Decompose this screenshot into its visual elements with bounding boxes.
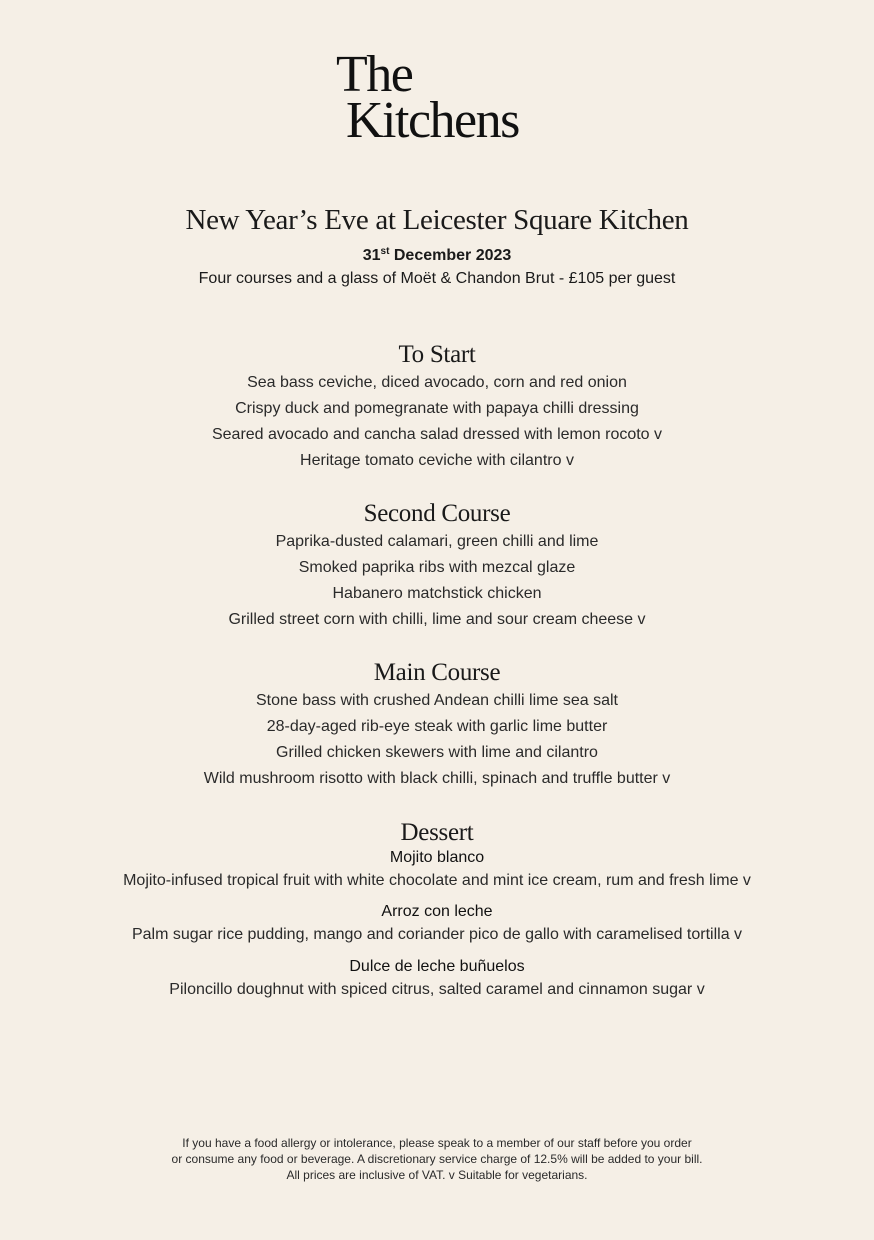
menu-item: Seared avocado and cancha salad dressed with lemon rocoto v (211, 426, 663, 443)
menu-item: Grilled street corn with chilli, lime and sour cream cheese v (228, 611, 646, 628)
logo-line-1: The (336, 46, 413, 103)
dessert-name: Mojito blanco (389, 849, 485, 866)
section-title: To Start (398, 341, 476, 368)
menu-item: Paprika-dusted calamari, green chilli and lime (275, 533, 599, 550)
menu-item: Wild mushroom risotto with black chilli, spinach and truffle butter v (203, 770, 671, 787)
menu-item: Stone bass with crushed Andean chilli lime sea salt (256, 692, 618, 709)
footer-line-1: If you have a food allergy or intolerance, please speak to a member of our staff before you order (182, 1136, 692, 1150)
footer-line-2: or consume any food or beverage. A discretionary service charge of 12.5% will be added to your bill. (171, 1152, 703, 1166)
event-offer: Four courses and a glass of Moët & Chandon Brut - £105 per guest (198, 270, 676, 287)
dessert-description: Palm sugar rice pudding, mango and coriander pico de gallo with caramelised tortilla v (131, 926, 743, 943)
menu-item: Grilled chicken skewers with lime and cilantro (276, 744, 598, 761)
logo-line-2: Kitchens (346, 92, 519, 149)
event-date-suffix: st (380, 246, 390, 257)
section-title: Second Course (363, 500, 511, 527)
menu-item: 28-day-aged rib-eye steak with garlic lime butter (266, 718, 608, 735)
dessert-item-arroz (0, 901, 874, 947)
section-main-course (0, 658, 874, 792)
dessert-description: Piloncillo doughnut with spiced citrus, salted caramel and cinnamon sugar v (169, 981, 705, 998)
logo (336, 46, 519, 149)
dessert-item-bunuelos (0, 956, 874, 1002)
event-title: New Year’s Eve at Leicester Square Kitchen (185, 204, 689, 236)
dessert-item-mojito (0, 847, 874, 893)
dessert-description: Mojito-infused tropical fruit with white chocolate and mint ice cream, rum and fresh lime v (123, 872, 751, 889)
event-date (0, 245, 874, 267)
dessert-name: Arroz con leche (381, 903, 493, 920)
section-title: Main Course (373, 659, 501, 686)
event-date-day: 31 (362, 247, 381, 264)
menu-item: Smoked paprika ribs with mezcal glaze (298, 559, 576, 576)
section-second-course (0, 499, 874, 633)
menu-item: Heritage tomato ceviche with cilantro v (300, 452, 574, 469)
footer-line-3: All prices are inclusive of VAT. v Suitable for vegetarians. (286, 1168, 588, 1182)
section-to-start (0, 340, 874, 474)
section-dessert-title: Dessert (400, 819, 474, 846)
menu-item: Habanero matchstick chicken (332, 585, 542, 602)
menu-item: Sea bass ceviche, diced avocado, corn and red onion (247, 374, 627, 391)
event-date-rest: December 2023 (389, 247, 512, 264)
menu-item: Crispy duck and pomegranate with papaya chilli dressing (235, 400, 639, 417)
dessert-name: Dulce de leche buñuelos (349, 958, 525, 975)
footer-disclaimer (0, 1135, 874, 1183)
